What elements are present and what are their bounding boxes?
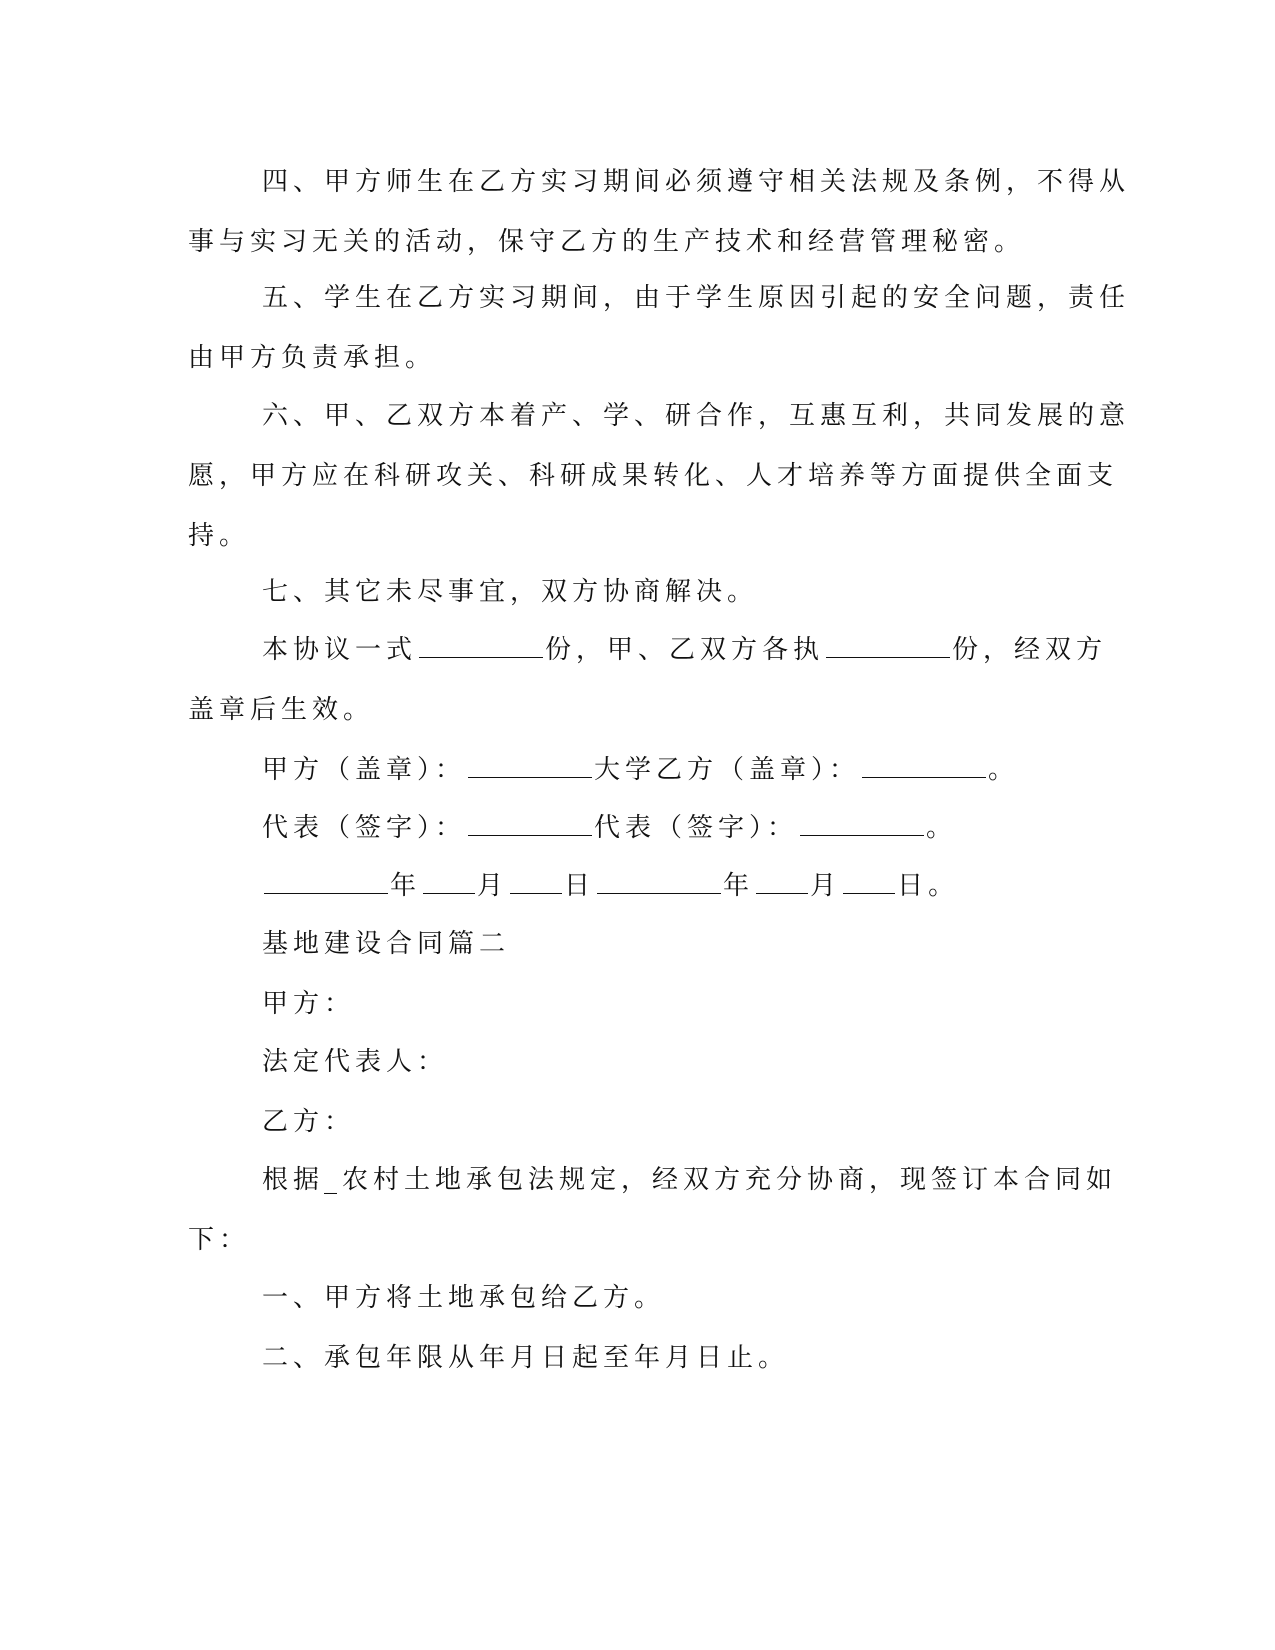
party-a-seal-blank bbox=[468, 776, 592, 778]
party-b-month-blank bbox=[756, 892, 808, 894]
copies-each-blank bbox=[826, 656, 950, 658]
party-b-day-blank bbox=[843, 892, 895, 894]
clause-4-line-2: 事与实习无关的活动，保守乙方的生产技术和经营管理秘密。 bbox=[188, 227, 1026, 257]
copies-text-b: 份，甲、乙双方各执 bbox=[545, 635, 825, 665]
representative-line bbox=[262, 798, 957, 858]
clause-4-line-1: 四、甲方师生在乙方实习期间必须遵守相关法规及条例，不得从 bbox=[262, 167, 1131, 197]
copies-total-blank bbox=[419, 656, 543, 658]
party-a-seal-label: 甲方（盖章）： bbox=[262, 755, 467, 785]
copies-text-c: 份，经双方 bbox=[952, 635, 1108, 665]
legal-representative-label: 法定代表人： bbox=[262, 1047, 449, 1077]
date-line bbox=[262, 856, 959, 916]
clause-7: 七、其它未尽事宜，双方协商解决。 bbox=[262, 577, 759, 607]
party-a-year-blank bbox=[264, 892, 388, 894]
party-a-month-blank bbox=[423, 892, 475, 894]
copies-clause-line-2: 盖章后生效。 bbox=[188, 695, 375, 725]
clause-5-line-1: 五、学生在乙方实习期间，由于学生原因引起的安全问题，责任 bbox=[262, 283, 1131, 313]
party-b-rep-label: 代表（签字）： bbox=[594, 813, 799, 843]
copies-text-a: 本协议一式 bbox=[262, 635, 418, 665]
clause-6 bbox=[188, 386, 1131, 566]
party-a-label: 甲方： bbox=[262, 989, 356, 1019]
party-b-seal-blank bbox=[862, 776, 986, 778]
party-a-day-blank bbox=[510, 892, 562, 894]
party-a-rep-blank bbox=[468, 834, 592, 836]
copies-clause-line-1 bbox=[188, 620, 1108, 680]
party-b-year-blank bbox=[597, 892, 721, 894]
section-2-intro bbox=[188, 1150, 1118, 1270]
clause-5 bbox=[188, 268, 1131, 388]
clause-6-line-3: 持。 bbox=[188, 521, 251, 551]
day-label-a: 日 bbox=[564, 871, 596, 901]
month-label-a: 月 bbox=[477, 871, 509, 901]
clause-4 bbox=[188, 152, 1131, 272]
party-b-seal-label: 大学乙方（盖章）： bbox=[594, 755, 861, 785]
intro-line-1: 根据_农村土地承包法规定，经双方充分协商，现签订本合同如 bbox=[262, 1165, 1118, 1195]
section-2-item-1: 一、甲方将土地承包给乙方。 bbox=[262, 1283, 666, 1313]
rep-line-end: 。 bbox=[926, 813, 958, 843]
seal-line bbox=[262, 740, 1019, 800]
year-label-a: 年 bbox=[390, 871, 422, 901]
party-b-rep-blank bbox=[800, 834, 924, 836]
year-label-b: 年 bbox=[723, 871, 755, 901]
party-a-rep-label: 代表（签字）： bbox=[262, 813, 467, 843]
seal-line-end: 。 bbox=[988, 755, 1020, 785]
day-label-end: 日。 bbox=[897, 871, 960, 901]
clause-6-line-2: 愿，甲方应在科研攻关、科研成果转化、人才培养等方面提供全面支 bbox=[188, 461, 1119, 491]
party-b-label: 乙方： bbox=[262, 1107, 356, 1137]
section-2-title: 基地建设合同篇二 bbox=[262, 929, 511, 959]
clause-6-line-1: 六、甲、乙双方本着产、学、研合作，互惠互利，共同发展的意 bbox=[262, 401, 1131, 431]
intro-line-2: 下： bbox=[188, 1225, 251, 1255]
section-2-item-2: 二、承包年限从年月日起至年月日止。 bbox=[262, 1343, 790, 1373]
month-label-b: 月 bbox=[810, 871, 842, 901]
copies-clause bbox=[188, 620, 1108, 740]
clause-5-line-2: 由甲方负责承担。 bbox=[188, 343, 437, 373]
